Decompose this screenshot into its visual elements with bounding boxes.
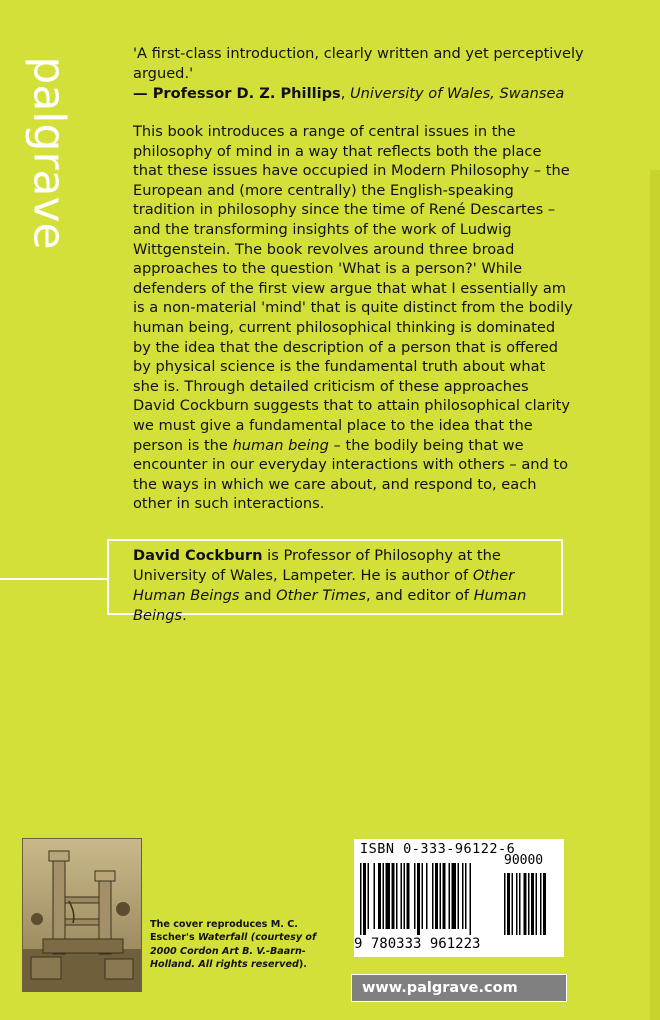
ean-number: 9 780333 961223 xyxy=(354,936,481,952)
author-book-2: Other Times xyxy=(276,587,367,604)
isbn-label: ISBN 0-333-96122-6 xyxy=(360,841,516,857)
publisher-website[interactable] xyxy=(351,974,567,1002)
author-book-1: Other Human Beings xyxy=(133,567,515,604)
cover-credit-work: Waterfall (courtesy of 2000 Cordon Art B. V.-Baarn- Holland. All rights reserved xyxy=(150,932,317,971)
author-bio-text-2: and xyxy=(239,587,277,604)
reviewer-affiliation: University of Wales, Swansea xyxy=(350,85,565,102)
author-bio-box xyxy=(107,539,563,624)
publisher-logo-text: palgrave xyxy=(23,55,75,250)
review-attribution: — Professor D. Z. Phillips, University of Wales, Swansea xyxy=(133,85,565,102)
website-url[interactable]: www.palgrave.com xyxy=(362,980,518,996)
review-quote xyxy=(133,44,593,104)
cover-credit-text-1: The cover reproduces M. C. Escher's xyxy=(150,919,298,944)
blurb-part-1: This book introduces a range of central issues in the philosophy of mind in a way that reflects both the place that these issues have occupied in Modern Philosophy – the European and (more centrally) the English-speaking tradition in philosophy since the time of René Descartes – and the transforming insights of the work of Ludwig Wittgenstein. The book revolves around three broad approaches to the question 'What is a person?' While defenders of the first view argue that what I essentially am is a non-material 'mind' that is quite distinct from the bodily human being, current philosophical thinking is dominated by the idea that the description of a person that is offered by physical science is the fundamental truth about what she is. Through detailed criticism of these approaches David Cockburn suggests that to attain philosophical clarity we must give a fundamental place to the idea that the person is the xyxy=(133,123,573,454)
author-bio-text-4: . xyxy=(182,607,187,624)
divider-line xyxy=(0,578,108,580)
review-dash: — xyxy=(133,85,153,102)
cover-credit-text-2: ). xyxy=(298,959,307,971)
cover-art-thumbnail xyxy=(22,838,142,992)
blurb-emphasis: human being xyxy=(232,436,329,454)
author-bio-text-1: is Professor of Philosophy at the University of Wales, Lampeter. He is author of xyxy=(133,547,501,584)
barcode-block xyxy=(354,839,564,957)
cover-credit xyxy=(150,918,340,972)
price-code: 90000 xyxy=(504,853,544,868)
author-bio-text-3: , and editor of xyxy=(366,587,474,604)
publisher-logo xyxy=(23,55,75,250)
review-quote-text: 'A first-class introduction, clearly written and yet perceptively argued.' xyxy=(133,45,584,82)
blurb-part-2: – the bodily being that we encounter in our everyday interactions with others – and to the ways in which we care about, and respond to, each other in such interactions. xyxy=(133,436,569,513)
author-name: David Cockburn xyxy=(133,547,263,564)
reviewer-name: Professor D. Z. Phillips xyxy=(152,85,341,102)
book-description xyxy=(133,122,573,514)
barcode-bars xyxy=(354,859,564,937)
spine-edge xyxy=(650,170,660,1020)
author-book-3: Human Beings xyxy=(133,587,527,624)
